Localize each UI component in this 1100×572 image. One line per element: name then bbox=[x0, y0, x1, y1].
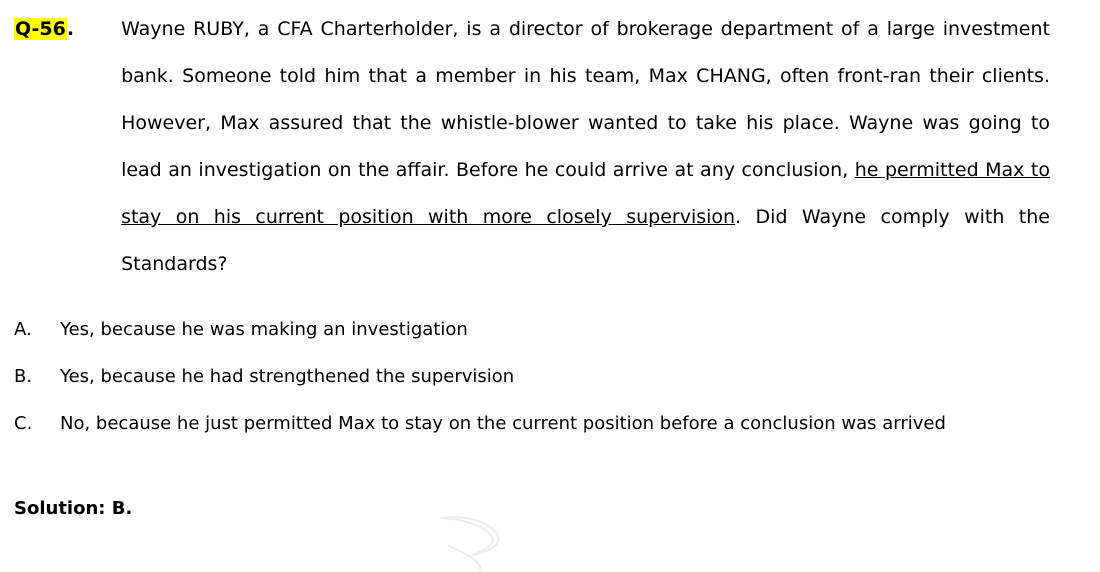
answer-choices-list bbox=[14, 306, 1050, 447]
answer-choice-a[interactable] bbox=[14, 306, 1050, 353]
question-number-label: Q-56 bbox=[15, 18, 66, 40]
answer-choice-c-text: No, because he just permitted Max to stay on the current position before a conclusion was arrived bbox=[60, 413, 946, 434]
question-number-wrap bbox=[14, 6, 74, 53]
answer-choice-c-letter: C. bbox=[14, 413, 33, 434]
question-text-part2: . Did Wayne comply with the Standards? bbox=[121, 206, 1050, 275]
answer-choice-a-letter: A. bbox=[14, 319, 32, 340]
question-number-punct: . bbox=[66, 18, 75, 40]
answer-choice-c[interactable] bbox=[14, 400, 1050, 447]
solution-line: Solution: B. bbox=[14, 498, 133, 519]
question-text-underlined: he permitted Max to stay on his current position with more closely supervision bbox=[121, 159, 1050, 228]
answer-choice-b-text: Yes, because he had strengthened the supervision bbox=[60, 366, 515, 387]
answer-choice-a-text: Yes, because he was making an investigation bbox=[60, 319, 468, 340]
question-text-part1: Wayne RUBY, a CFA Charterholder, is a director of brokerage department of a large investment bank. Someone told him that a member in his team, Max CHANG, often front-ran their clients. However, Max assured that the whistle-blower wanted to take his place. Wayne was going to lead an investigation on the affair. Before he could arrive at any conclusion, bbox=[121, 18, 1050, 181]
answer-choice-b-letter: B. bbox=[14, 366, 33, 387]
question-block bbox=[14, 6, 1050, 288]
question-text bbox=[121, 6, 1050, 288]
answer-choice-b[interactable] bbox=[14, 353, 1050, 400]
